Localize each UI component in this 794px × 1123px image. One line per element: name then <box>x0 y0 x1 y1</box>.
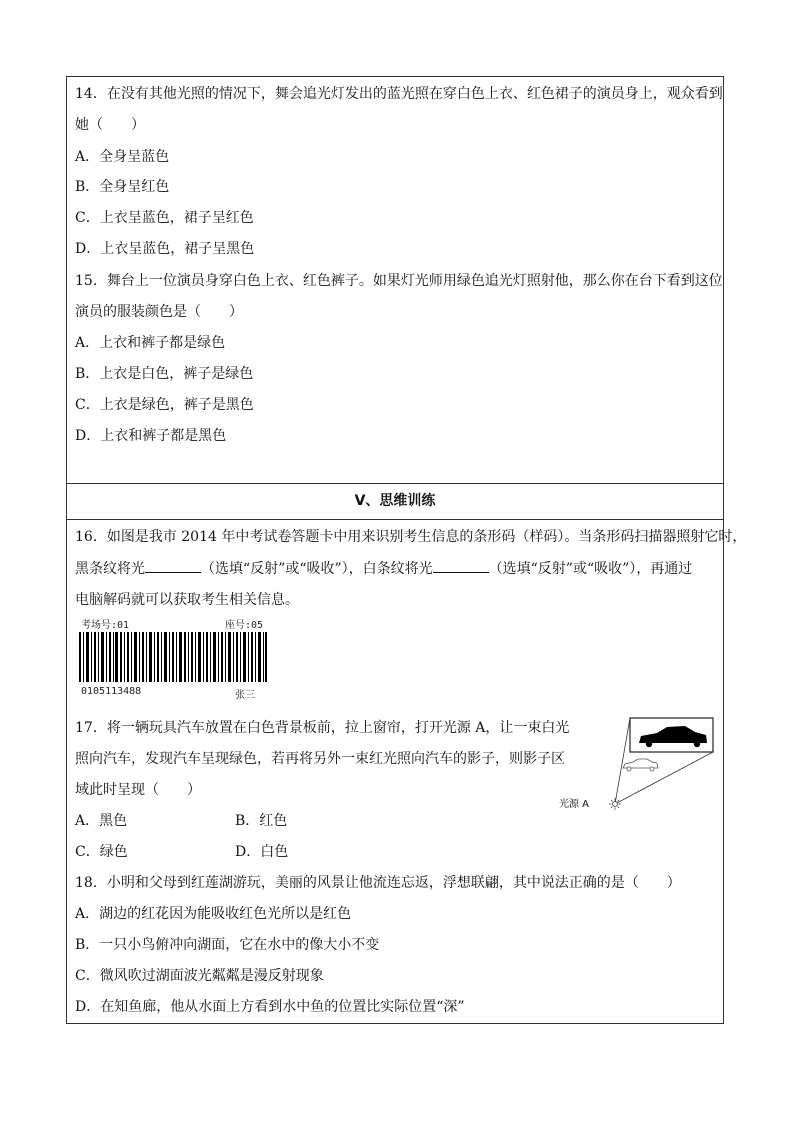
q18-option-b: B．一只小鸟俯冲向湖面，它在水中的像大小不变 <box>75 937 380 953</box>
q16-line2 <box>75 558 692 579</box>
q16-blank-2[interactable] <box>433 558 489 573</box>
q15-option-d: D．上衣和裤子都是黑色 <box>75 428 227 444</box>
q15-stem-line1: 15．舞台上一位演员身穿白色上衣、红色裤子。如果灯光师用绿色追光灯照射他，那么你在台下看到这位 <box>75 273 723 289</box>
section-header: V、思维训练 <box>67 483 723 520</box>
q17-line1: 17．将一辆玩具汽车放置在白色背景板前，拉上窗帘，打开光源 A，让一束白光 <box>75 720 570 736</box>
q18-stem: 18．小明和父母到红莲湖游玩，美丽的风景让他流连忘返，浮想联翩，其中说法正确的是（ ） <box>75 875 681 891</box>
q16-line2-c: （选填“反射”或“吸收”），再通过 <box>488 561 693 577</box>
q17-figure <box>557 716 717 814</box>
q16-line1: 16．如图是我市 2014 年中考试卷答题卡中用来识别考生信息的条形码（样码）。当条形码扫描器照射它时， <box>75 529 747 545</box>
q17-options-row1 <box>75 811 288 831</box>
barcode-seat-label: 座号:05 <box>225 620 264 631</box>
barcode-figure <box>79 614 269 706</box>
barcode-number: 0105113488 <box>81 686 142 697</box>
q14-option-b: B．全身呈红色 <box>75 179 170 195</box>
q14-stem-line2: 她（ ） <box>75 117 145 133</box>
q14-option-d: D．上衣呈蓝色，裙子呈黑色 <box>75 241 255 257</box>
light-source-label: 光源 A <box>559 799 590 810</box>
barcode-name: 张三 <box>235 690 255 701</box>
questions-14-15-cell <box>67 77 723 484</box>
q16-line3: 电脑解码就可以获取考生相关信息。 <box>75 592 299 608</box>
questions-16-18-cell <box>67 520 747 1025</box>
q17-option-a: A．黑色 <box>75 813 128 829</box>
q15-option-c: C．上衣是绿色，裤子是黑色 <box>75 397 254 413</box>
q17-options-row2 <box>75 842 289 862</box>
q15-option-a: A．上衣和裤子都是绿色 <box>75 335 226 351</box>
barcode-room-label: 考场号:01 <box>81 620 130 631</box>
q17-line2: 照向汽车，发现汽车呈现绿色，若再将另外一束红光照向汽车的影子，则影子区 <box>75 751 565 767</box>
q15-option-b: B．上衣是白色，裤子是绿色 <box>75 366 254 382</box>
q16-blank-1[interactable] <box>145 558 201 573</box>
q17-option-b: B．红色 <box>235 813 288 829</box>
q14-option-a: A．全身呈蓝色 <box>75 149 170 165</box>
q17-line3: 域此时呈现（ ） <box>75 782 201 798</box>
q18-option-c: C．微风吹过湖面波光粼粼是漫反射现象 <box>75 968 324 984</box>
q18-option-d: D．在知鱼廊，他从水面上方看到水中鱼的位置比实际位置“深” <box>75 999 465 1015</box>
worksheet-table <box>66 76 747 1024</box>
barcode-bars <box>79 632 267 682</box>
q18-option-a: A．湖边的红花因为能吸收红色光所以是红色 <box>75 906 352 922</box>
q17-option-c: C．绿色 <box>75 844 128 860</box>
q14-stem-line1: 14．在没有其他光照的情况下，舞会追光灯发出的蓝光照在穿白色上衣、红色裙子的演员身上，观众看到 <box>75 86 723 102</box>
q15-stem-line2: 演员的服装颜色是（ ） <box>75 304 243 320</box>
q14-option-c: C．上衣呈蓝色，裙子呈红色 <box>75 210 254 226</box>
q16-line2-b: （选填“反射”或“吸收”），白条纹将光 <box>201 561 433 577</box>
q16-line2-a: 黑条纹将光 <box>75 561 145 577</box>
q17-option-d: D．白色 <box>235 844 289 860</box>
